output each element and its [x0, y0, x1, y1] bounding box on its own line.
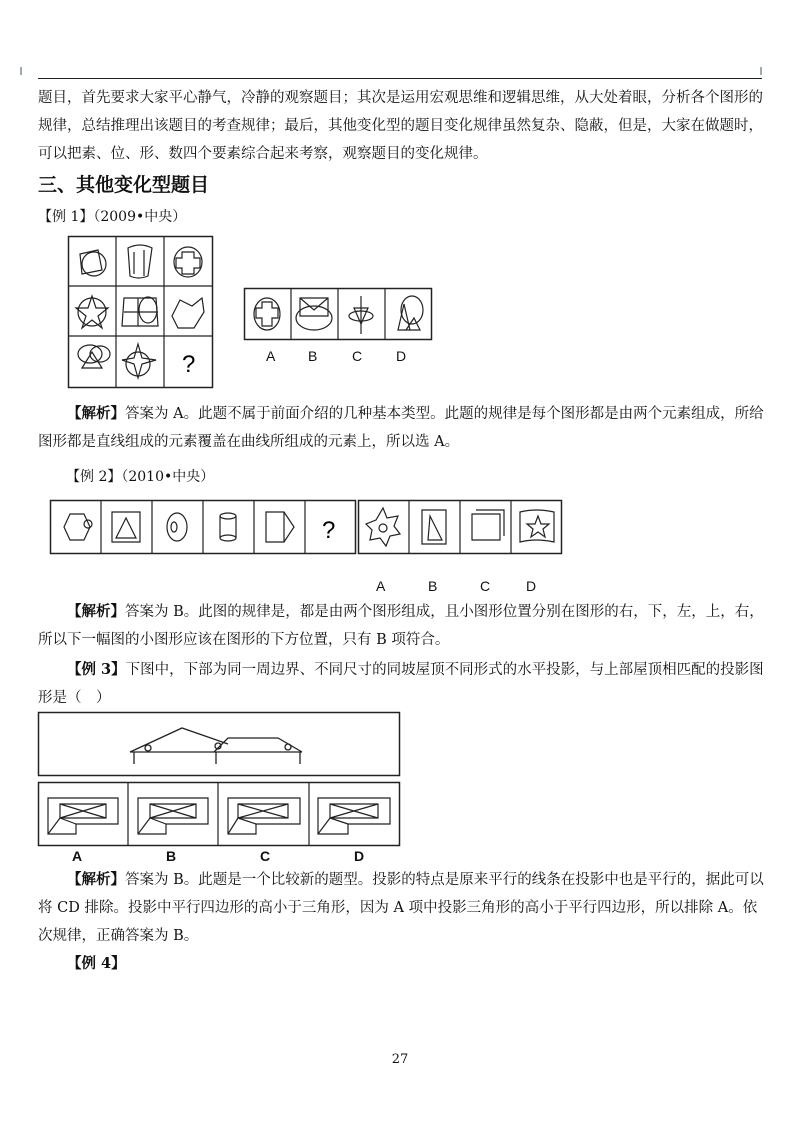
example2-option-c: C	[480, 578, 491, 594]
example1-question-mark: ?	[182, 351, 196, 378]
example2-question-mark: ?	[322, 517, 336, 544]
example3-option-c: C	[260, 848, 271, 864]
example2-label: 【例 2】（2010•中央）	[66, 469, 215, 485]
header-rule	[38, 78, 762, 79]
example1-analysis	[38, 400, 764, 456]
example2-option-a: A	[376, 578, 386, 594]
example2-options-row	[358, 500, 562, 554]
example3-question	[38, 656, 764, 712]
corner-mark	[760, 67, 762, 75]
example3-option-a: A	[72, 848, 83, 864]
analysis-text: 答案为 B。此图的规律是，都是由两个图形组成，且小图形位置分别在图形的右，下，左，上，右，所以下一幅图的小图形应该在图形的下方位置，只有 B 项符合。	[38, 604, 764, 648]
example1-question-grid	[68, 236, 213, 388]
example2-option-d: D	[526, 578, 537, 594]
section-heading: 三、其他变化型题目	[38, 174, 210, 196]
example3-roof-elevation	[38, 712, 400, 776]
example1-option-c: C	[352, 348, 363, 364]
analysis-label: 【解析】	[67, 871, 125, 888]
example2-option-b: B	[428, 578, 438, 594]
example3-analysis	[38, 866, 764, 950]
example1-options-row	[244, 288, 432, 340]
example3-option-d: D	[354, 848, 365, 864]
example3-option-b: B	[166, 848, 177, 864]
example4-label: 【例 4】	[67, 955, 126, 972]
example1-option-a: A	[266, 348, 276, 364]
analysis-label: 【解析】	[67, 405, 125, 422]
intro-paragraph: 题目，首先要求大家平心静气，冷静的观察题目；其次是运用宏观思维和逻辑思维，从大处着眼，分析各个图形的规律，总结推理出该题目的考查规律；最后，其他变化型的题目变化规律虽然复杂、隐蔽，但是，大家在做题时，可以把素、位、形、数四个要素综合起来考察，观察题目的变化规律。	[38, 90, 763, 162]
analysis-label: 【解析】	[67, 603, 125, 620]
example3-projection-options	[38, 782, 400, 846]
example2-analysis	[38, 598, 764, 654]
analysis-text: 答案为 B。此题是一个比较新的题型。投影的特点是原来平行的线条在投影中也是平行的，据此可以将 CD 排除。投影中平行四边形的高小于三角形，因为 A 项中投影三角形的高小于平行四边形，所以排除 A。依次规律，正确答案为 B。	[38, 872, 764, 944]
analysis-text: 答案为 A。此题不属于前面介绍的几种基本类型。此题的规律是每个图形都是由两个元素组成，所给图形都是直线组成的元素覆盖在曲线所组成的元素上，所以选 A。	[38, 406, 764, 450]
example3-label: 【例 3】	[67, 661, 126, 678]
example1-label: 【例 1】（2009•中央）	[38, 209, 187, 225]
example1-option-d: D	[396, 348, 407, 364]
example3-question-text: 下图中，下部为同一周边界、不同尺寸的同坡屋顶不同形式的水平投影，与上部屋顶相匹配的投影图形是（ ）	[38, 662, 764, 706]
example2-sequence-row	[50, 500, 356, 554]
example1-option-b: B	[308, 348, 318, 364]
corner-mark	[20, 67, 22, 75]
page-number: 27	[391, 1052, 409, 1067]
